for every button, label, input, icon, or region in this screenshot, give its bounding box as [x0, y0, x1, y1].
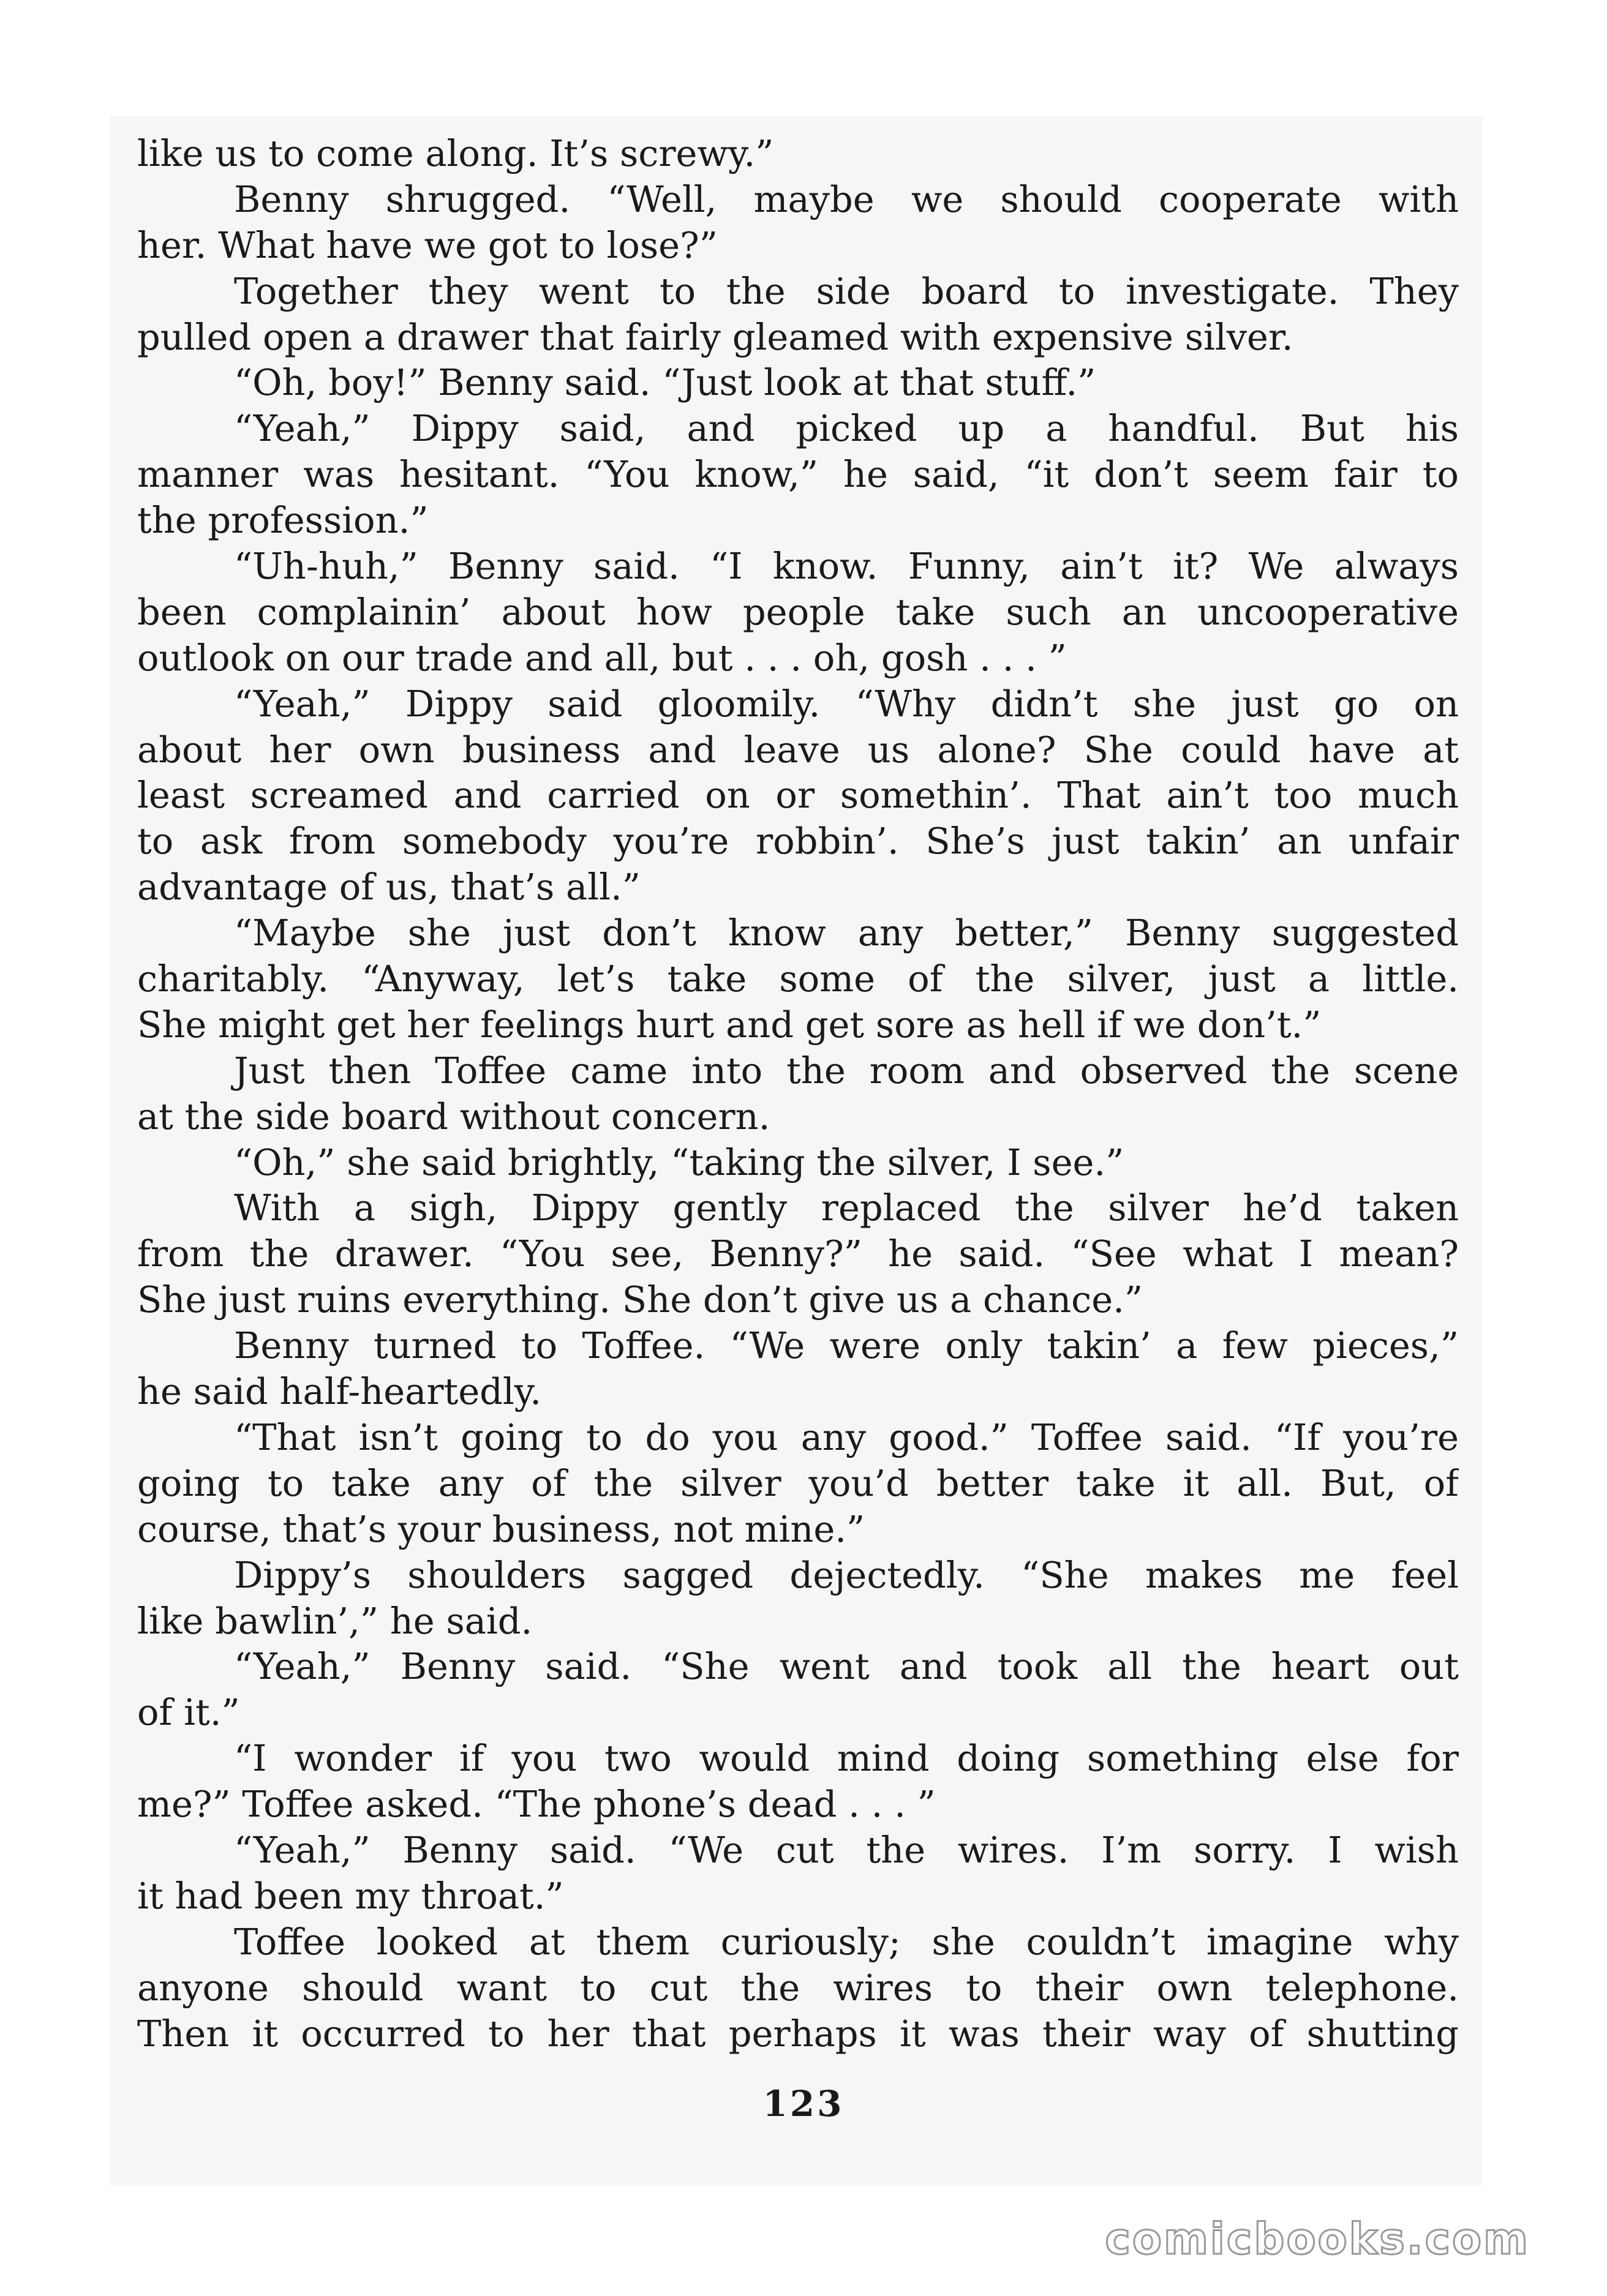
text-line: She just ruins everything. She don’t give us a chance.” [137, 1278, 1143, 1321]
text-line: me?” Toffee asked. “The phone’s dead . . . ” [137, 1783, 936, 1826]
text-line: like bawlin’,” he said. [137, 1599, 533, 1642]
text-line: “I wonder if you two would mind doing something else for [234, 1737, 1459, 1780]
text-line: Then it occurred to her that perhaps it was their way of shutting [137, 2012, 1459, 2055]
text-line: Just then Toffee came into the room and observed the scene [234, 1049, 1459, 1092]
text-line: outlook on our trade and all, but . . . oh, gosh . . . ” [137, 636, 1067, 679]
text-line: going to take any of the silver you’d better take it all. But, of [137, 1461, 1459, 1504]
text-line: “Oh,” she said brightly, “taking the silver, I see.” [234, 1141, 1124, 1184]
text-line: With a sigh, Dippy gently replaced the silver he’d taken [234, 1187, 1459, 1229]
text-line: She might get her feelings hurt and get sore as hell if we don’t.” [137, 1003, 1322, 1046]
text-line: from the drawer. “You see, Benny?” he said. “See what I mean? [137, 1232, 1459, 1275]
text-line: “That isn’t going to do you any good.” Toffee said. “If you’re [234, 1416, 1459, 1458]
text-line: Dippy’s shoulders sagged dejectedly. “She makes me feel [234, 1553, 1459, 1596]
watermark: comicbooks.com [1105, 2214, 1530, 2264]
text-line: “Maybe she just don’t know any better,” Benny suggested [234, 912, 1459, 955]
text-line: Toffee looked at them curiously; she couldn’t imagine why [234, 1920, 1459, 1963]
text-line: been complainin’ about how people take such an uncooperative [137, 590, 1459, 633]
text-line: charitably. “Anyway, let’s take some of the silver, just a little. [137, 958, 1459, 1000]
text-line: her. What have we got to lose?” [137, 223, 718, 266]
text-line: Together they went to the side board to investigate. They [234, 269, 1459, 312]
text-line: to ask from somebody you’re robbin’. She’s just takin’ an unfair [137, 820, 1459, 863]
text-line: pulled open a drawer that fairly gleamed with expensive silver. [137, 315, 1293, 358]
text-line: the profession.” [137, 499, 429, 542]
text-line: about her own business and leave us alone? She could have at [137, 728, 1459, 771]
text-line: manner was hesitant. “You know,” he said, “it don’t seem fair to [137, 453, 1459, 496]
text-line: “Uh-huh,” Benny said. “I know. Funny, ain’t it? We always [234, 545, 1459, 588]
text-line: “Yeah,” Dippy said, and picked up a handful. But his [234, 407, 1459, 450]
page-number: 123 [762, 2083, 845, 2125]
text-line: it had been my throat.” [137, 1874, 564, 1917]
text-line: like us to come along. It’s screwy.” [137, 132, 774, 174]
text-line: “Yeah,” Benny said. “She went and took all the heart out [234, 1645, 1459, 1688]
text-line: advantage of us, that’s all.” [137, 866, 641, 909]
text-line: course, that’s your business, not mine.” [137, 1507, 865, 1550]
text-line: of it.” [137, 1691, 240, 1734]
text-line: anyone should want to cut the wires to their own telephone. [137, 1966, 1459, 2009]
text-line: “Oh, boy!” Benny said. “Just look at that stuff.” [234, 361, 1096, 404]
text-line: Benny shrugged. “Well, maybe we should cooperate with [234, 178, 1459, 220]
text-line: Benny turned to Toffee. “We were only takin’ a few pieces,” [234, 1324, 1459, 1367]
text-line: “Yeah,” Benny said. “We cut the wires. I’m sorry. I wish [234, 1828, 1459, 1871]
text-line: at the side board without concern. [137, 1095, 770, 1138]
text-line: least screamed and carried on or somethin’. That ain’t too much [137, 774, 1459, 817]
text-line: “Yeah,” Dippy said gloomily. “Why didn’t she just go on [234, 682, 1459, 725]
body-text [137, 131, 1459, 2057]
text-line: he said half-heartedly. [137, 1370, 542, 1413]
